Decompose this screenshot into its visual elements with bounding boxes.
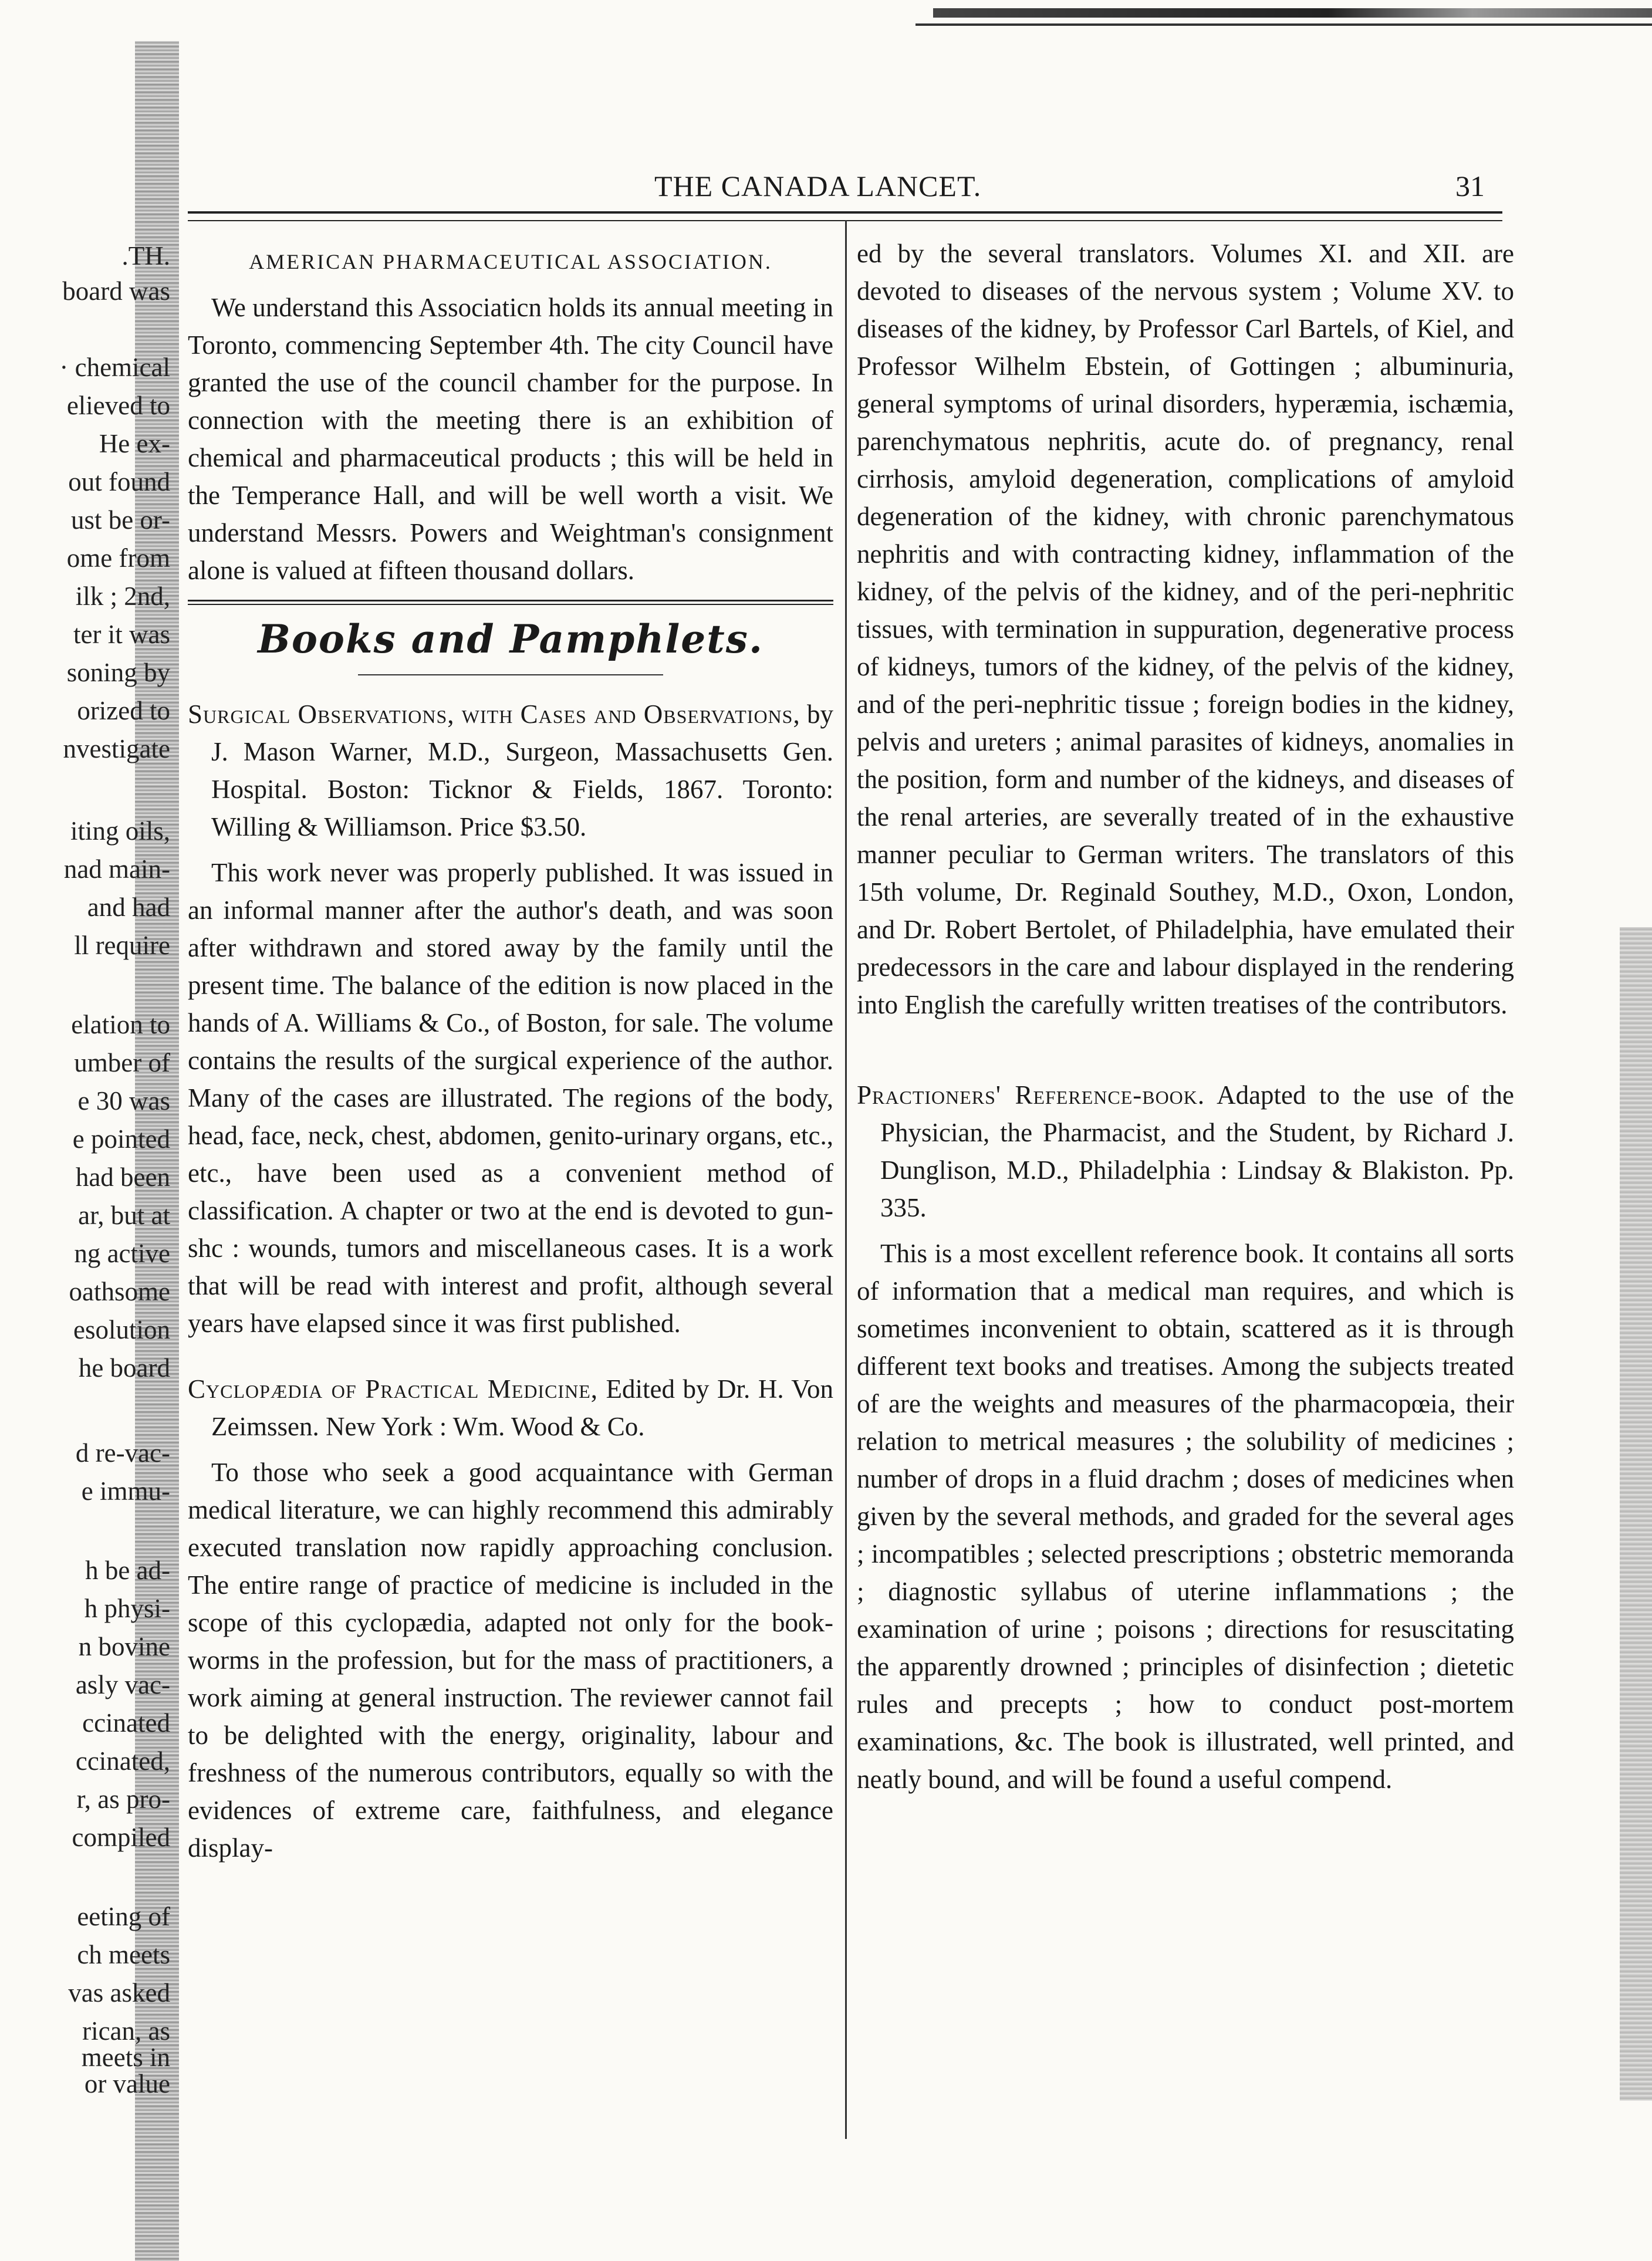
margin-fragment: ng active bbox=[74, 1239, 170, 1268]
margin-fragment: he board bbox=[78, 1353, 170, 1383]
journal-title: THE CANADA LANCET. bbox=[654, 170, 982, 202]
book-reference bbox=[857, 1076, 1514, 1226]
paragraph: To those who seek a good acquaintance with German medical literature, we can highly recommend this admirably executed translation now rapidly approaching conclusion. The entire range of practice of medicine is included in the scope of this cyclopædia, adapted not only for the book-worms in the profession, but for the mass of practitioners, a work aiming at general instruction. The reviewer cannot fail to be delighted with the energy, originality, labour and freshness of the numerous contributors, equally so with the evidences of extreme care, faithfulness, and elegance display- bbox=[188, 1458, 833, 1863]
margin-fragment: ccinated bbox=[82, 1708, 170, 1738]
margin-fragment: ust be or- bbox=[70, 505, 170, 535]
margin-fragment: .TH. bbox=[121, 241, 170, 271]
margin-fragment: iting oils, bbox=[70, 816, 170, 846]
margin-fragment: compiled bbox=[72, 1823, 170, 1852]
margin-fragment: He ex- bbox=[99, 429, 170, 458]
top-edge-thin-rule bbox=[915, 23, 1652, 26]
margin-fragment: meets in bbox=[81, 2043, 170, 2072]
margin-fragment: n bovine bbox=[78, 1632, 170, 1661]
margin-fragment: ll require bbox=[74, 931, 170, 960]
book-details: Adapted to the use of the Physician, the Pharmacist, and the Student, by Richard J. Dunglison, M.D., Philadelphia : Lindsay & Blakiston. Pp. 335. bbox=[880, 1080, 1514, 1222]
book-title: Practioners' Reference-book. bbox=[857, 1080, 1205, 1110]
right-edge-noise bbox=[1620, 927, 1652, 2101]
margin-fragment: elation to bbox=[71, 1010, 170, 1039]
margin-fragment: vas asked bbox=[68, 1978, 170, 2007]
margin-fragment: h physi- bbox=[84, 1594, 170, 1623]
margin-fragment: e pointed bbox=[72, 1124, 170, 1154]
margin-fragment: and had bbox=[87, 893, 170, 922]
page-number: 31 bbox=[1455, 170, 1485, 202]
paragraph: This work never was properly published. It was issued in an informal manner after the author's death, and was soon after withdrawn and stored away by the family until the present time. The balance of the edition is now placed in the hands of A. Williams & Co., of Boston, for sale. The volume contains the results of the surgical experience of the author. Many of the cases are illustrated. The regions of the body, head, face, neck, chest, abdomen, genito-urinary organs, etc., etc., have been used as a convenient method of classification. A chapter or two at the end is devoted to gun-shc : wounds, tumors and miscellaneous cases. It is a work that will be read with interest and profit, although several years have elapsed since it was first published. bbox=[188, 858, 833, 1338]
right-column bbox=[857, 235, 1514, 1798]
margin-fragment: out found bbox=[68, 467, 170, 496]
book-title: Cyclopædia of Practical Medicine, bbox=[188, 1374, 598, 1404]
margin-fragment: asly vac- bbox=[75, 1670, 170, 1699]
header-rule bbox=[188, 211, 1502, 214]
section-rule bbox=[188, 600, 833, 601]
column-divider bbox=[845, 220, 847, 2139]
margin-fragment: h be ad- bbox=[85, 1556, 170, 1585]
margin-fragment: oathsome bbox=[69, 1277, 170, 1306]
margin-fragment: ar, but at bbox=[78, 1201, 170, 1230]
margin-fragment: r, as pro- bbox=[76, 1785, 170, 1814]
paragraph: This is a most excellent reference book. It contains all sorts of information that a medical man requires, and which is sometimes inconvenient to obtain, scattered as it is through different text books and treatises. Among the subjects treated of are the weights and measures of the pharmacopœia, their relation to metrical measures ; the solubility of medicines ; number of drops in a fluid drachm ; doses of medicines when given by the several methods, and graded for the several ages ; incompatibles ; selected prescriptions ; obstetric memoranda ; diagnostic syllabus of uterine inflammations ; the examination of urine ; poisons ; directions for resuscitating the apparently drowned ; principles of disinfection ; dietetic rules and precepts ; how to conduct post-mortem examinations, &c. The book is illustrated, well printed, and neatly bound, and will be found a useful compend. bbox=[857, 1239, 1514, 1794]
paragraph: We understand this Associaticn holds its annual meeting in Toronto, commencing September 4th. The city Council have granted the use of the council chamber for the purpose. In connection with the meeting there is an exhibition of chemical and pharmaceutical products ; this will be held in the Temperance Hall, and will be well worth a visit. We understand Messrs. Powers and Weightman's consignment alone is valued at fifteen thousand dollars. bbox=[188, 293, 833, 585]
margin-fragment: umber of bbox=[74, 1048, 170, 1077]
margin-fragment: had been bbox=[75, 1162, 170, 1192]
margin-fragment: board was bbox=[62, 276, 170, 306]
margin-fragment: or value bbox=[84, 2069, 170, 2098]
margin-fragment: nvestigate bbox=[63, 734, 170, 763]
margin-fragment: ter it was bbox=[73, 620, 170, 649]
left-column bbox=[188, 235, 833, 1867]
top-edge-rule bbox=[933, 8, 1652, 18]
margin-fragment: ccinated, bbox=[75, 1746, 170, 1776]
section-rule-thin bbox=[188, 604, 833, 605]
margin-fragment: nad main- bbox=[63, 854, 170, 884]
margin-fragment: ome from bbox=[66, 543, 170, 573]
book-title: Surgical Observations, with Cases and Observations, bbox=[188, 699, 800, 729]
margin-fragment: elieved to bbox=[66, 391, 170, 420]
margin-fragment: esolution bbox=[73, 1315, 170, 1344]
book-reference bbox=[188, 695, 833, 846]
book-details: by J. Mason Warner, M.D., Surgeon, Massachusetts Gen. Hospital. Boston: Ticknor & Fields, 1867. Toronto: Willing & Williamson. Price $3.50. bbox=[211, 699, 833, 841]
running-head bbox=[0, 164, 1652, 211]
paragraph: ed by the several translators. Volumes XI. and XII. are devoted to diseases of the nervous system ; Volume XV. to diseases of the kidney, by Professor Carl Bartels, of Kiel, and Professor Wilhelm Ebstein, of Gottingen ; albuminuria, general symptoms of urinal disorders, hyperæmia, ischæmia, parenchymatous nephritis, acute do. of pregnancy, renal cirrhosis, amyloid degeneration, complications of amyloid degeneration of the kidney, with chronic parenchymatous nephritis and with contracting kidney, inflammation of the kidney, of the pelvis of the kidney, and of the peri-nephritic tissues, with termination in suppuration, degenerative process of kidneys, tumors of the kidney, of the pelvis of the kidney, and of the peri-nephritic tissue ; foreign bodies in the kidney, pelvis and ureters ; animal parasites of kidneys, anomalies in the position, form and number of the kidneys, and diseases of the renal arteries, are severally treated of in the exhaustive manner peculiar to German writers. The translators of this 15th volume, Dr. Reginald Southey, M.D., Oxon, London, and Dr. Robert Bertolet, of Philadelphia, have emulated their predecessors in the care and labour displayed in the rendering into English the carefully written treatises of the contributors. bbox=[857, 239, 1514, 1019]
margin-fragment: · chemical bbox=[59, 353, 170, 382]
margin-fragment: orized to bbox=[77, 696, 170, 725]
margin-fragment: d re-vac- bbox=[75, 1438, 170, 1468]
book-details: Edited by Dr. H. Von Zeimssen. New York : Wm. Wood & Co. bbox=[211, 1374, 833, 1441]
book-reference bbox=[188, 1370, 833, 1445]
margin-fragment: ch meets bbox=[77, 1940, 170, 1969]
title-rule bbox=[358, 674, 663, 675]
margin-fragment: e 30 was bbox=[77, 1086, 170, 1116]
margin-fragment: rican, as bbox=[82, 2016, 170, 2046]
margin-fragment: e immu- bbox=[81, 1476, 170, 1506]
margin-fragment: soning by bbox=[66, 658, 170, 687]
section-title: Books and Pamphlets. bbox=[258, 616, 763, 662]
margin-fragment: ilk ; 2nd, bbox=[75, 582, 170, 611]
margin-fragment: eeting of bbox=[77, 1902, 170, 1931]
section-heading: AMERICAN PHARMACEUTICAL ASSOCIATION. bbox=[249, 250, 772, 273]
